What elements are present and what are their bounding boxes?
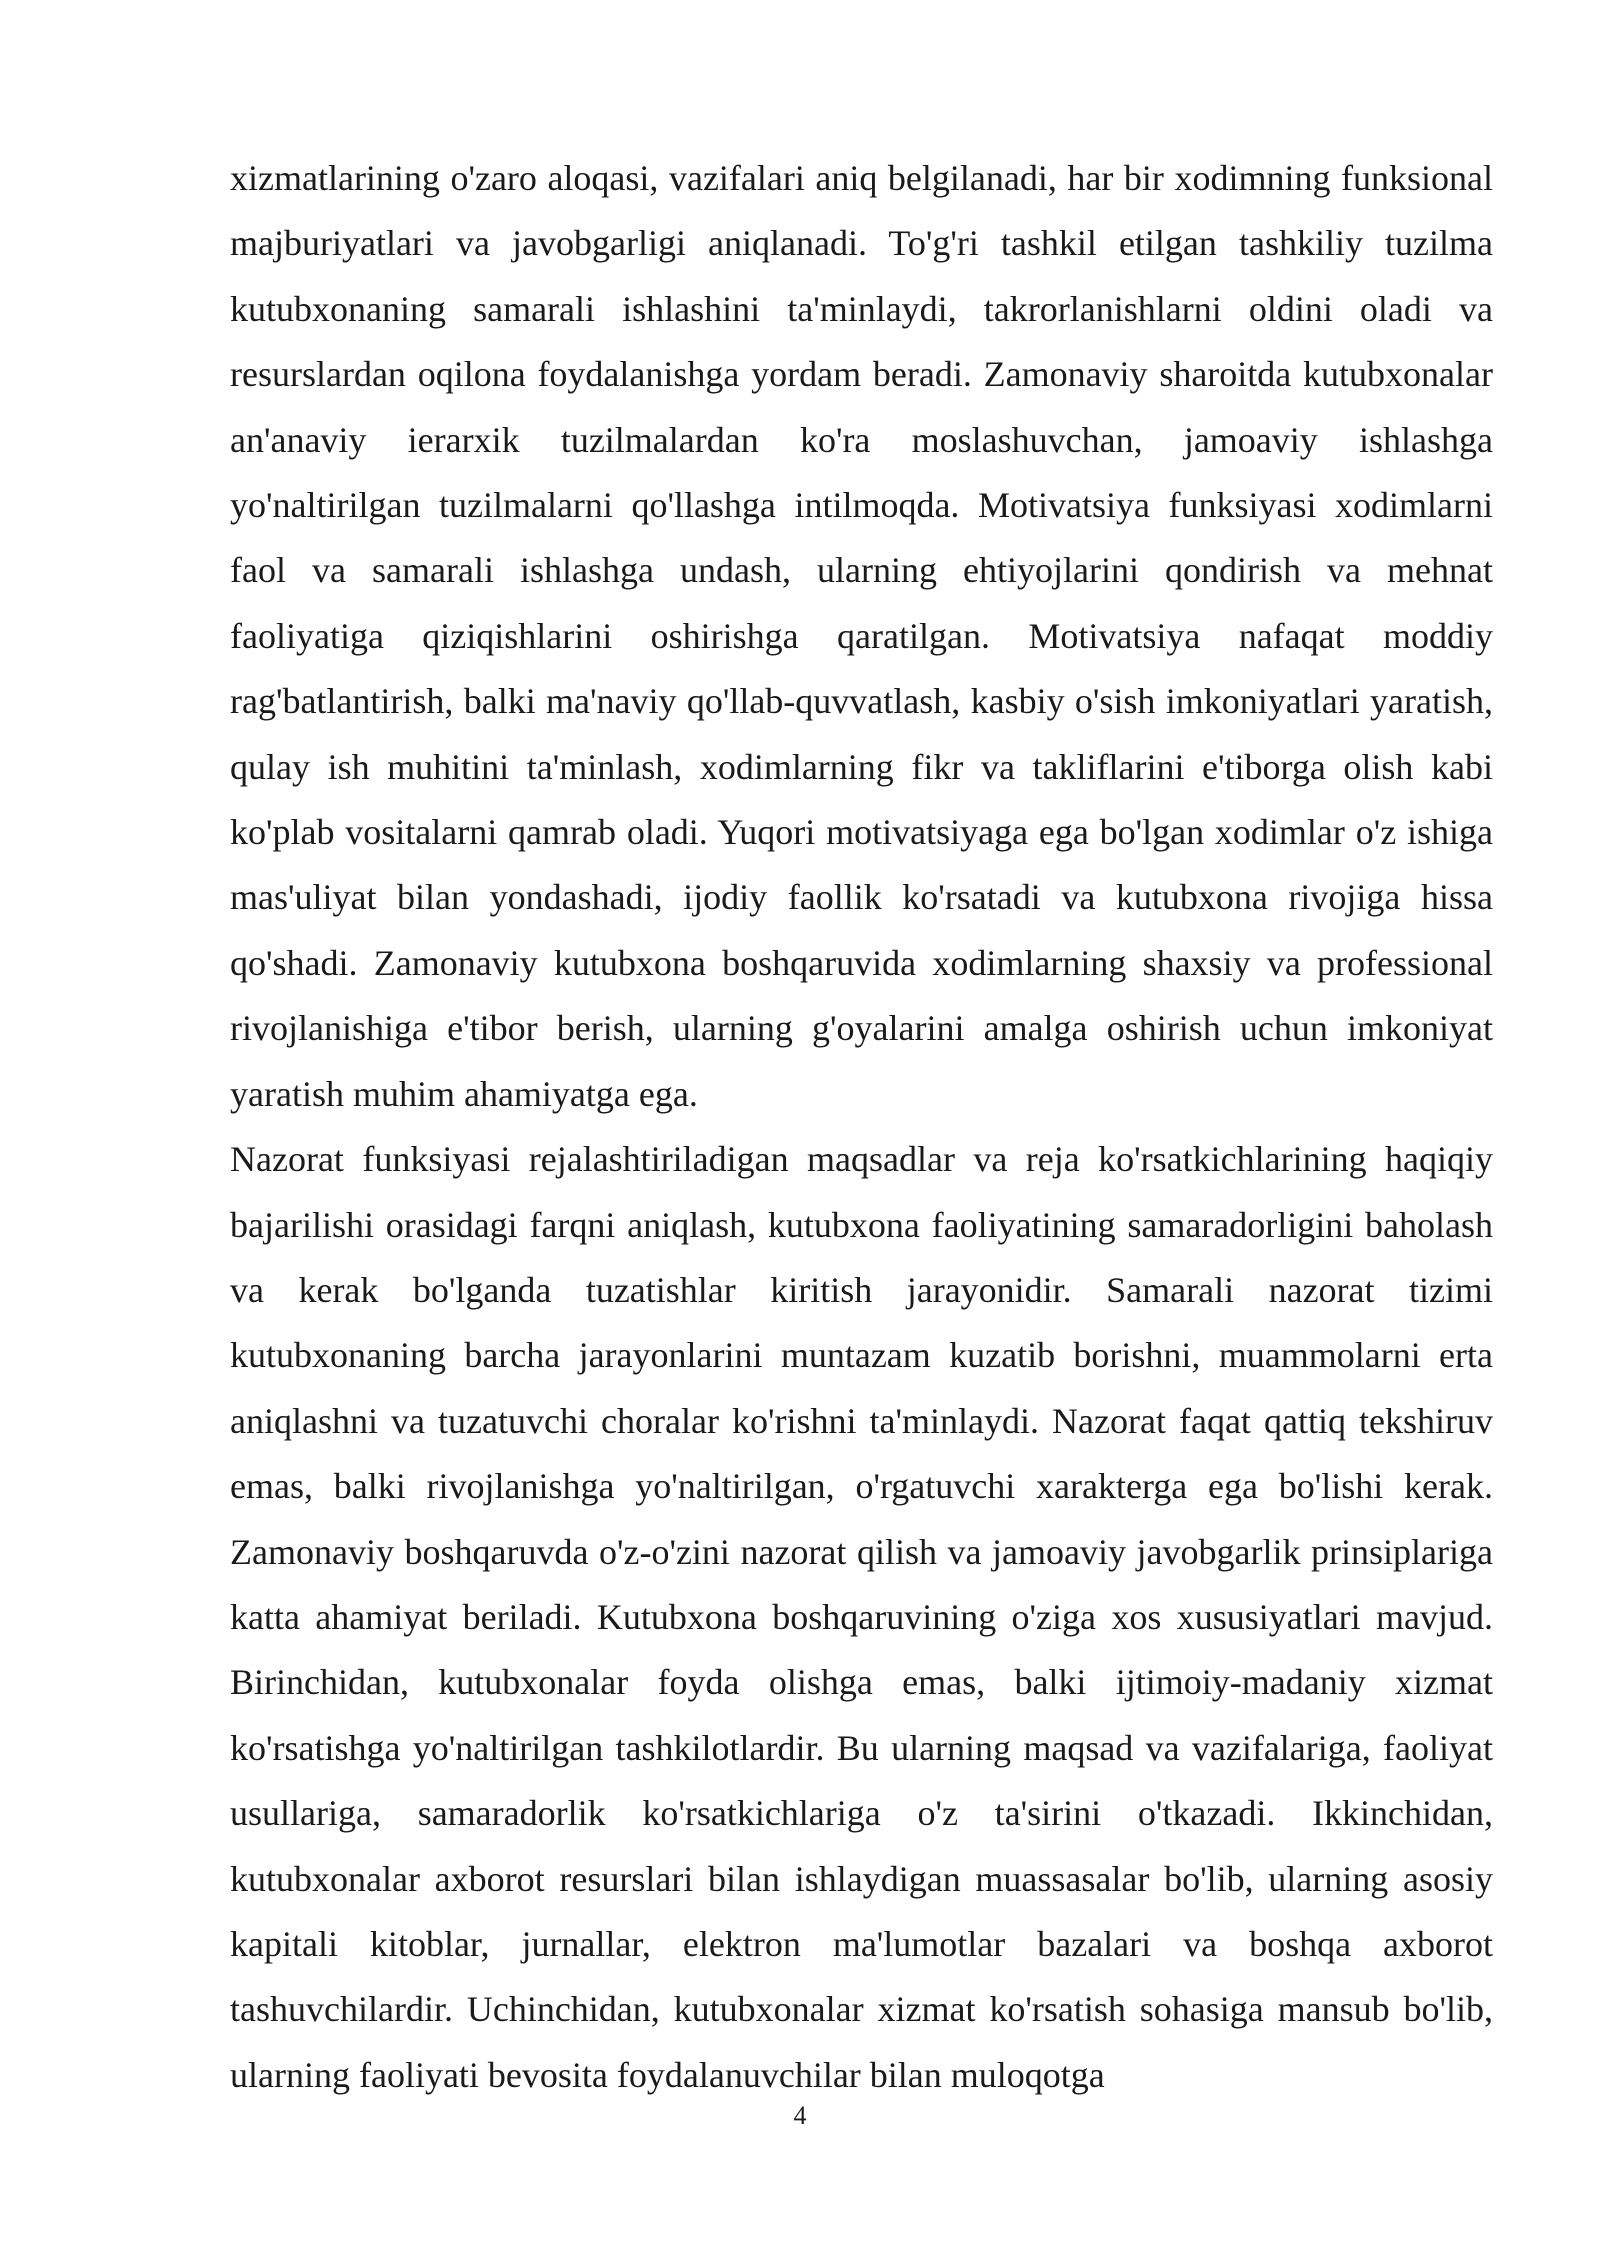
paragraph-control-function: Nazorat funksiyasi rejalashtiriladigan maqsadlar va reja ko'rsatkichlarining haqiqiy bajarilishi orasidagi farqni aniqlash, kutubxona faoliyatining samaradorligini baholash va kerak bo'lganda tuzatishlar kiritish jarayonidir. Samarali nazorat tizimi kutubxonaning barcha jarayonlarini muntazam kuzatib borishni, muammolarni erta aniqlashni va tuzatuvchi choralar ko'rishni ta'minlaydi. Nazorat faqat qattiq tekshiruv emas, balki rivojlanishga yo'naltirilgan, o'rgatuvchi xarakterga ega bo'lishi kerak. Zamonaviy boshqaruvda o'z-o'zini nazorat qilish va jamoaviy javobgarlik prinsiplariga katta ahamiyat beriladi. Kutubxona boshqaruvining o'ziga xos xususiyatlari mavjud. Birinchidan, kutubxonalar foyda olishga emas, balki ijtimoiy-madaniy xizmat ko'rsatishga yo'naltirilgan tashkilotlardir. Bu ularning maqsad va vazifalariga, faoliyat usullariga, samaradorlik ko'rsatkichlariga o'z ta'sirini o'tkazadi. Ikkinchidan, kutubxonalar axborot resurslari bilan ishlaydigan muassasalar bo'lib, ularning asosiy kapitali kitoblar, jurnallar, elektron ma'lumotlar bazalari va boshqa axborot tashuvchilardir. Uchinchidan, kutubxonalar xizmat ko'rsatish sohasiga mansub bo'lib, ularning faoliyati bevosita foydalanuvchilar bilan muloqotga: [230, 1139, 1493, 2095]
body-text: [230, 146, 1493, 2108]
paragraph-organization-motivation: xizmatlarining o'zaro aloqasi, vazifalari aniq belgilanadi, har bir xodimning funksional majburiyatlari va javobgarligi aniqlanadi. To'g'ri tashkil etilgan tashkiliy tuzilma kutubxonaning samarali ishlashini ta'minlaydi, takrorlanishlarni oldini oladi va resurslardan oqilona foydalanishga yordam beradi. Zamonaviy sharoitda kutubxonalar an'anaviy ierarxik tuzilmalardan ko'ra moslashuvchan, jamoaviy ishlashga yo'naltirilgan tuzilmalarni qo'llashga intilmoqda. Motivatsiya funksiyasi xodimlarni faol va samarali ishlashga undash, ularning ehtiyojlarini qondirish va mehnat faoliyatiga qiziqishlarini oshirishga qaratilgan. Motivatsiya nafaqat moddiy rag'batlantirish, balki ma'naviy qo'llab-quvvatlash, kasbiy o'sish imkoniyatlari yaratish, qulay ish muhitini ta'minlash, xodimlarning fikr va takliflarini e'tiborga olish kabi ko'plab vositalarni qamrab oladi. Yuqori motivatsiyaga ega bo'lgan xodimlar o'z ishiga mas'uliyat bilan yondashadi, ijodiy faollik ko'rsatadi va kutubxona rivojiga hissa qo'shadi. Zamonaviy kutubxona boshqaruvida xodimlarning shaxsiy va professional rivojlanishiga e'tibor berish, ularning g'oyalarini amalga oshirish uchun imkoniyat yaratish muhim ahamiyatga ega.: [230, 158, 1493, 1114]
page-number: 4: [793, 2101, 807, 2130]
